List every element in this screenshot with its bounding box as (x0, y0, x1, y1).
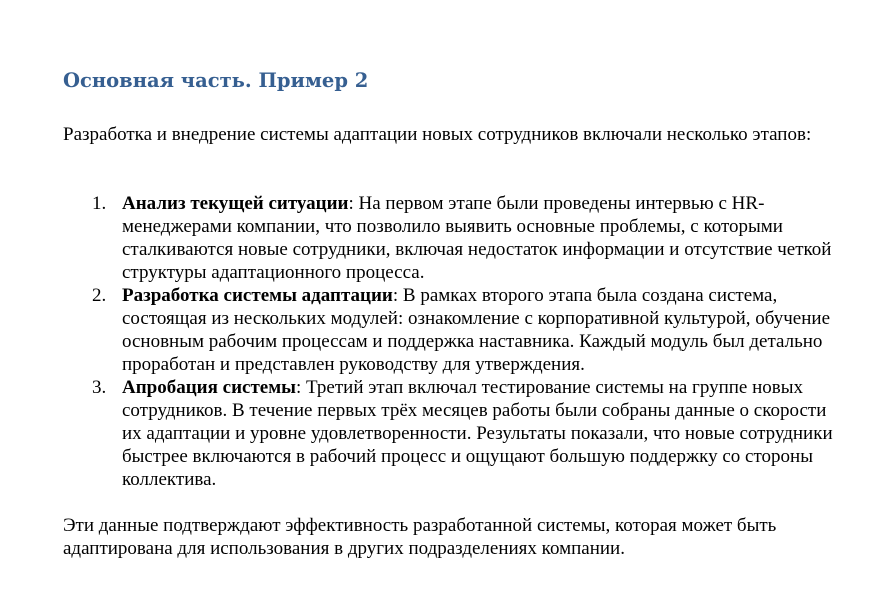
step-title: Анализ текущей ситуации (122, 193, 349, 214)
step-title: Апробация системы (122, 377, 297, 398)
step-text: : Третий этап включал тестирование системы на группе новых сотрудников. В течение первых трёх месяцев работы были собраны данные о скорости их адаптации и уровне удовлетворенности. Результаты показали, что новые сотрудники быстрее включаются в рабочий процесс и ощущают большую поддержку со стороны коллектива. (122, 377, 833, 490)
section-heading: Основная часть. Пример 2 (63, 69, 369, 92)
list-item (0, 284, 842, 376)
step-number: 1. (92, 193, 107, 214)
step-text: : На первом этапе были проведены интервью с HR-менеджерами компании, что позволило выявить основные проблемы, с которыми сталкиваются новые сотрудники, включая недостаток информации и отсутствие четкой структуры адаптационного процесса. (122, 193, 832, 283)
step-text: : В рамках второго этапа была создана система, состоящая из нескольких модулей: ознакомление с корпоративной культурой, обучение основным рабочим процессам и поддержка наставника. Каждый модуль был детально проработан и представлен руководству для утверждения. (122, 285, 831, 375)
step-number: 2. (92, 285, 107, 306)
conclusion-paragraph: Эти данные подтверждают эффективность разработанной системы, которая может быть адаптирована для использования в других подразделениях компании. (63, 515, 777, 559)
step-title: Разработка системы адаптации (122, 285, 393, 306)
step-number: 3. (92, 377, 107, 398)
intro-paragraph: Разработка и внедрение системы адаптации новых сотрудников включали несколько этапов: (63, 124, 812, 145)
list-item (0, 376, 842, 491)
list-item (0, 192, 842, 284)
steps-list (0, 192, 887, 491)
